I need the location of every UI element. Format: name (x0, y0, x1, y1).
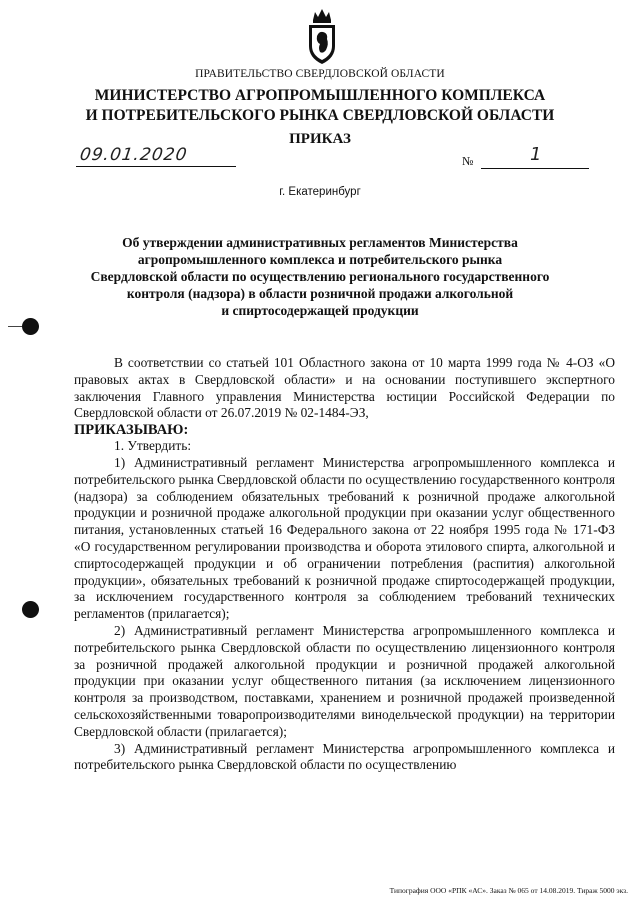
handwritten-date: 09.01.2020 (78, 145, 189, 165)
order-word: ПРИКАЗЫВАЮ: (74, 422, 189, 439)
title-line-5: и спиртосодержащей продукции (221, 303, 419, 318)
item-1-1: 1) Административный регламент Министерства агропромышленного комплекса и потребительского рынка Свердловской области по осуществлению государственного контроля (надзора) за соблюдением обязательных требований к розничной продаже алкогольной продукции и розничной продаже алкогольной продукции при оказании услуг общественного питания, установленных статьей 16 Федерального закона от 22 ноября 1995 года № 171-ФЗ «О государственном регулировании производства и оборота этилового спирта, алкогольной и спиртосодержащей продукции и об ограничении потребления (распития) алкогольной продукции», обязательных требований к розничной продаже спиртосодержащей продукции, за исключением государственного контроля за соблюдением требований технических регламентов (прилагается); (74, 454, 615, 622)
title-line-3: Свердловской области по осуществлению регионального государственного (90, 269, 550, 284)
document-title (60, 234, 580, 319)
punch-hole-mark (22, 601, 39, 618)
handwritten-number: 1 (530, 144, 542, 165)
ministry-name-line-2: И ПОТРЕБИТЕЛЬСКОГО РЫНКА СВЕРДЛОВСКОЙ ОБЛАСТИ (85, 107, 555, 124)
date-underline (76, 166, 236, 167)
item-1: 1. Утвердить: (114, 438, 192, 454)
item-1-2: 2) Административный регламент Министерства агропромышленного комплекса и потребительского рынка Свердловской области по осуществлению лицензионного контроля за розничной продажей алкогольной продукции и розничной продажей алкогольной продукции при оказании услуг общественного питания (за исключением лицензионного контроля за производством, поставками, хранением и розничной продажей произведенной сельскохозяйственными товаропроизводителями винодельческой продукции) на территории Свердловской области (прилагается); (74, 622, 615, 739)
document-type: ПРИКАЗ (289, 131, 351, 147)
city: г. Екатеринбург (279, 186, 361, 198)
punch-hole-mark (22, 318, 39, 335)
government-header: ПРАВИТЕЛЬСТВО СВЕРДЛОВСКОЙ ОБЛАСТИ (195, 68, 445, 80)
printing-info: Типография ООО «РПК «АС». Заказ № 065 от 14.08.2019. Тираж 5000 экз. (389, 886, 628, 895)
coat-of-arms-emblem (305, 6, 339, 66)
document-body (74, 355, 615, 774)
title-line-4: контроля (надзора) в области розничной продажи алкогольной (126, 286, 514, 301)
ministry-name (0, 86, 640, 126)
number-underline (481, 168, 589, 169)
scan-mark-line (8, 326, 22, 327)
title-line-1: Об утверждении административных регламентов Министерства (122, 235, 518, 250)
ministry-name-line-1: МИНИСТЕРСТВО АГРОПРОМЫШЛЕННОГО КОМПЛЕКСА (94, 87, 546, 104)
number-label: № (462, 154, 474, 168)
preamble-paragraph: В соответствии со статьей 101 Областного закона от 10 марта 1999 года № 4-ОЗ «О правовых актах в Свердловской области» и на основании поступившего экспертного заключения Главного управления Министерства юстиции Российской Федерации по Свердловской области от 26.07.2019 № 02-1484-ЭЗ, (74, 355, 615, 421)
title-line-2: агропромышленного комплекса и потребительского рынка (137, 252, 503, 267)
item-1-3: 3) Административный регламент Министерства агропромышленного комплекса и потребительского рынка Свердловской области по осуществлению (74, 740, 615, 773)
